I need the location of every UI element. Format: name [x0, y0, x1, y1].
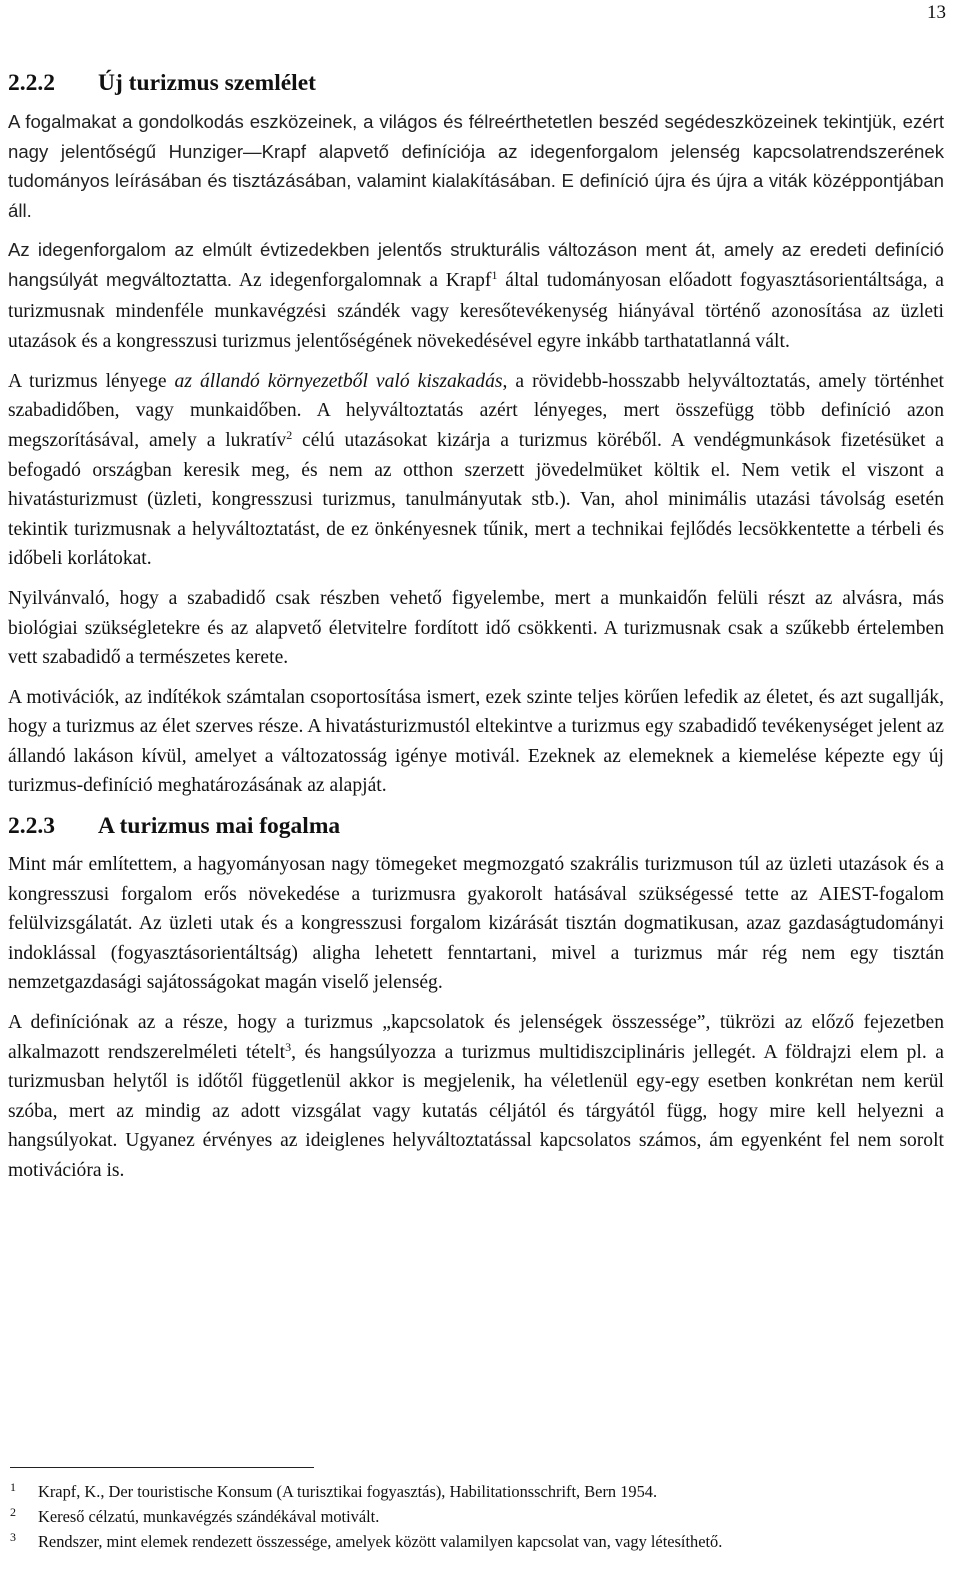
paragraph-3-text-a: A turizmus lényege: [8, 370, 175, 392]
section-title: A turizmus mai fogalma: [98, 813, 341, 840]
paragraph-4: Nyilvánvaló, hogy a szabadidő csak részben vehető figyelembe, mert a munkaidőn felüli részt az alvásra, más biológiai szükségletekre és az alapvető életvitelre fordított idő csökkenti. A turizmusnak csak a szűkebb értelemben vett szabadidő a természetes kerete.: [8, 587, 944, 669]
paragraph-3-text-b: , a rövidebb-hosszabb helyváltoztatás, amely történhet szabadidőben, vagy munkaidőben. A helyváltoztatás azért lényeges, mert összefügg több definíció azon megszorításával, amely a lukratív: [8, 370, 944, 451]
section-title: Új turizmus szemlélet: [98, 70, 316, 96]
footnote-2: [10, 1505, 944, 1530]
footnote-1: [10, 1480, 944, 1505]
section-heading-2-2-2: [8, 68, 944, 98]
footnote-number: 3: [10, 1530, 16, 1544]
footnote-number: 1: [10, 1480, 16, 1494]
emphasis-text: az állandó környezetből való kiszakadás: [174, 370, 503, 392]
footnote-text: Rendszer, mint elemek rendezett összessége, amelyek között valamilyen kapcsolat van, vagy létesíthető.: [38, 1532, 723, 1551]
footnote-ref-3: 3: [285, 1039, 292, 1054]
paragraph-2-part-a: Az idegenforgalom az elmúlt évtizedekben jelentős strukturális változáson ment át, amely az eredeti definíció hangsúlyát megváltoztatta.: [8, 239, 944, 290]
footnote-number: 2: [10, 1505, 16, 1519]
paragraph-2-text-b: Az idegenforgalomnak a Krapf: [232, 269, 492, 291]
paragraph-3-text-c: célú utazásokat kizárja a turizmus köréből. A vendégmunkások fizetésüket a befogadó országban keresik meg, és nem az otthon szerzett jövedelmüket költik el. Nem vetik el viszont a hivatásturizmust (üzleti, kongresszusi turizmus, tanulmányutak stb.). Van, ahol minimális utazási távolság esetén tekintik turizmusnak a helyváltoztatást, de ez önkényesnek tűnik, mert a technikai fejlődés lecsökkentette a térbeli és időbeli korlátokat.: [8, 429, 944, 570]
footnote-divider: [10, 1467, 314, 1468]
page-number: 13: [927, 2, 946, 23]
paragraph-2-text-c: által tudományosan előadott fogyasztásorientáltsága, a turizmusnak mindenféle munkavégzési szándék vagy keresőtevékenység hiányával történő azonosítása az üzleti utazások és a kongresszusi turizmus jelentőségének növekedésével egyre inkább tarthatatlanná vált.: [8, 269, 945, 353]
section-heading-2-2-3: [8, 811, 944, 841]
footnotes: [10, 1480, 944, 1555]
footnote-text: Kereső célzatú, munkavégzés szándékával motivált.: [38, 1507, 380, 1526]
document-body: [8, 68, 944, 1196]
section-number: 2.2.2: [8, 70, 55, 96]
footnote-text: Krapf, K., Der touristische Konsum (A turisztikai fogyasztás), Habilitationsschrift, Bern 1954.: [38, 1482, 658, 1501]
paragraph-7-text-b: , és hangsúlyozza a turizmus multidiszciplináris jellegét. A földrajzi elem pl. a turizmusban helytől is időtől függetlenül akkor is megjelenik, ha véletlenül egy-egy esetben konkrétan nem kerül szóba, mert az mindig az adott vizsgálat vagy kutatás céljától és tárgyától függ, hogy mire kell helyezni a hangsúlyokat. Ugyanez érvényes az ideiglenes helyváltoztatással kapcsolatos számos, ám egyenként fel nem sorolt motivációra is.: [8, 1041, 944, 1181]
paragraph-2: [8, 235, 944, 356]
section-number: 2.2.3: [8, 813, 55, 840]
paragraph-7-text-a: A definíciónak az a része, hogy a turizmus „kapcsolatok és jelenségek összessége”, tükrözi az előző fejezetben alkalmazott rendszerelméleti tételt: [8, 1012, 944, 1063]
footnote-ref-1: 1: [491, 267, 498, 282]
footnote-3: [10, 1530, 944, 1555]
paragraph-1: A fogalmakat a gondolkodás eszközeinek, a világos és félreérthetetlen beszéd segédeszközeinek tekintjük, ezért nagy jelentőségű Hunziger—Krapf alapvető definíciója az idegenforgalom jelenség kapcsolatrendszerének tudományos leírásában és tisztázásában, valamint kialakításában. E definíció újra és újra a viták középpontjában áll.: [8, 111, 944, 221]
paragraph-5: A motivációk, az indítékok számtalan csoportosítása ismert, ezek szinte teljes körűen lefedik az életet, és azt sugallják, hogy a turizmus az élet szerves része. A hivatásturizmustól eltekintve a turizmus egy szabadidő tevékenységet jelent az állandó lakáson kívül, amelyet a változatosság igénye motivál. Ezeknek az elemeknek a kiemelése képezte egy új turizmus-definíció meghatározásának az alapját.: [8, 686, 944, 797]
paragraph-3: [8, 367, 944, 574]
paragraph-7: [8, 1008, 944, 1186]
paragraph-6: Mint már említettem, a hagyományosan nagy tömegeket megmozgató szakrális turizmuson túl az üzleti utazások és a kongresszusi forgalom erős növekedése a turizmusra gyakorolt hatásával szükségessé tette az AIEST-fogalom felülvizsgálatát. Az üzleti utak és a kongresszusi forgalom kizárását tisztán dogmatikusan, azaz gazdaságtudományi indoklással (fogyasztásorientáltság) aligha lehetett fenntartani, mivel a turizmus már rég nem egy tisztán nemzetgazdasági sajátosságokat magán viselő jelenség.: [8, 854, 944, 994]
footnote-ref-2: 2: [286, 427, 293, 442]
